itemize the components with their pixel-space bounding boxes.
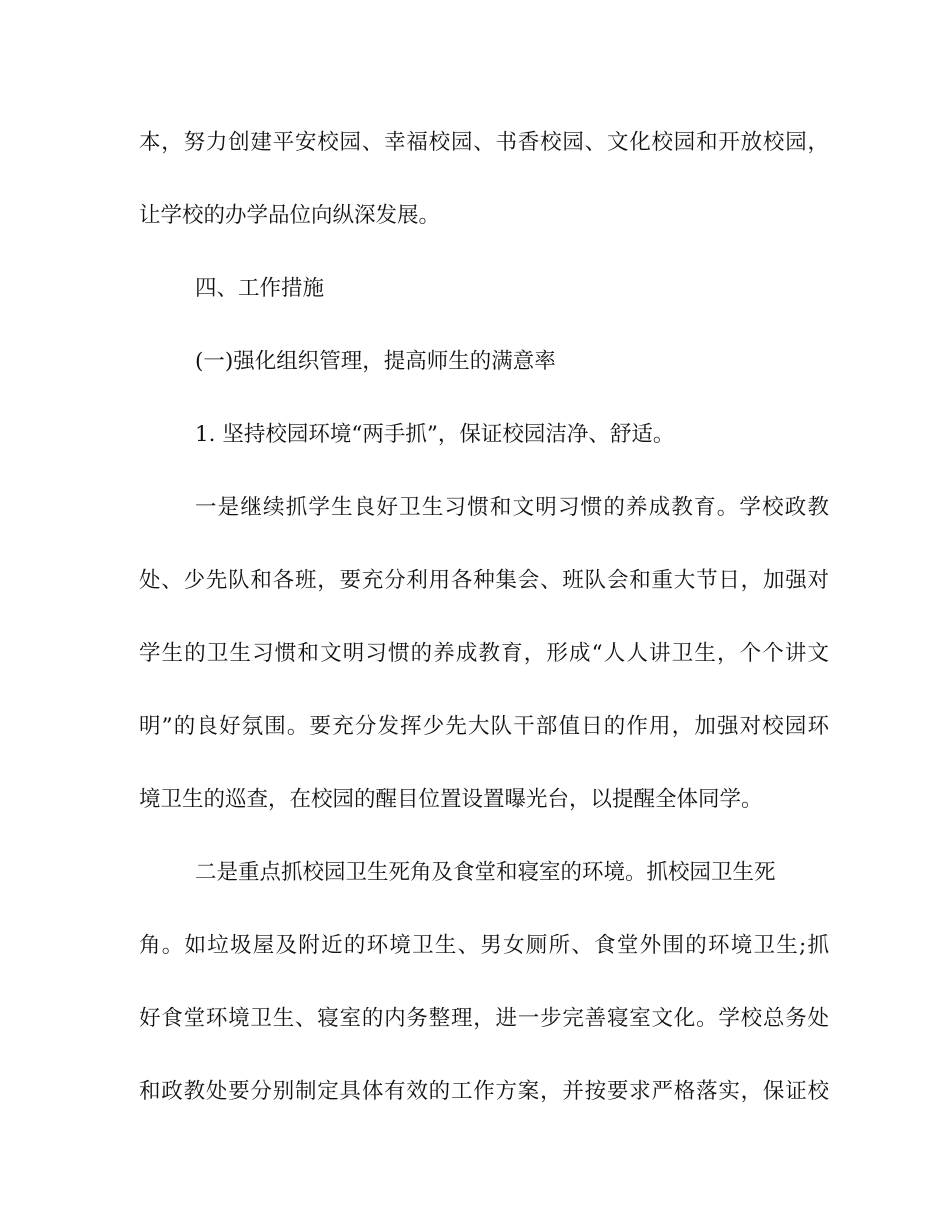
paragraph-line: 让学校的办学品位向纵深发展。 bbox=[139, 203, 441, 228]
subsection-heading: (一)强化组织管理，提高师生的满意率 bbox=[195, 349, 556, 374]
paragraph-line: 好食堂环境卫生、寝室的内务整理，进一步完善寝室文化。学校总务处 bbox=[139, 1006, 829, 1031]
paragraph-line: 学生的卫生习惯和文明习惯的养成教育，形成“人人讲卫生，个个讲文 bbox=[139, 641, 829, 666]
paragraph-line: 处、少先队和各班，要充分利用各种集会、班队会和重大节日，加强对 bbox=[139, 568, 829, 593]
paragraph-line: 本，努力创建平安校园、幸福校园、书香校园、文化校园和开放校园， bbox=[139, 130, 829, 155]
paragraph-line: 角。如垃圾屋及附近的环境卫生、男女厕所、食堂外围的环境卫生;抓 bbox=[139, 933, 829, 958]
paragraph-line: 境卫生的巡查，在校园的醒目位置设置曝光台，以提醒全体同学。 bbox=[139, 787, 763, 812]
paragraph-line: 和政教处要分别制定具体有效的工作方案，并按要求严格落实，保证校 bbox=[139, 1079, 829, 1104]
section-heading: 四、工作措施 bbox=[195, 276, 325, 301]
paragraph-line: 二是重点抓校园卫生死角及食堂和寝室的环境。抓校园卫生死 bbox=[195, 860, 776, 885]
item-heading: 1. 坚持校园环境“两手抓”，保证校园洁净、舒适。 bbox=[195, 422, 675, 447]
paragraph-line: 一是继续抓学生良好卫生习惯和文明习惯的养成教育。学校政教 bbox=[195, 495, 829, 520]
paragraph-line: 明”的良好氛围。要充分发挥少先大队干部值日的作用，加强对校园环 bbox=[139, 714, 829, 739]
